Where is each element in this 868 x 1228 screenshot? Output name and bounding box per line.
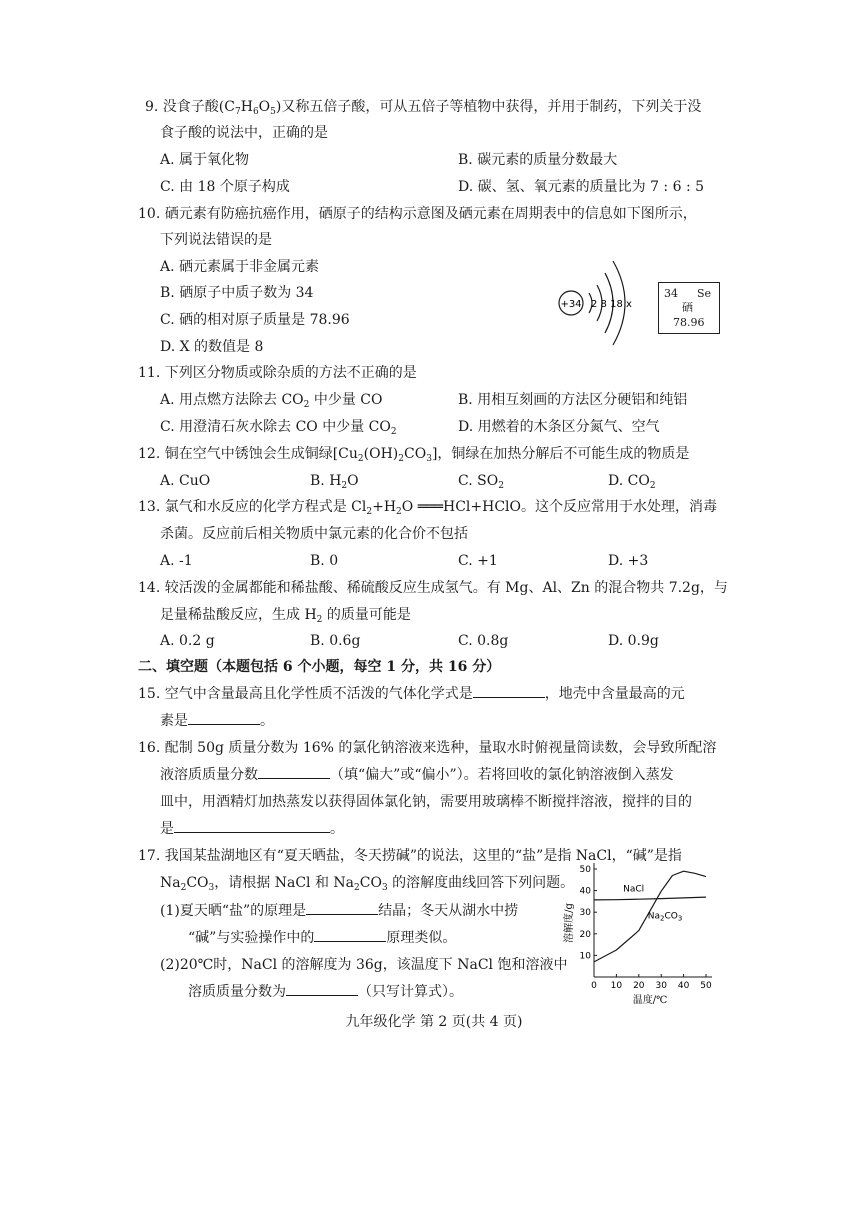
q17-line2: $Na_2CO_3$，请根据 NaCl 和 $Na_2CO_3$ 的溶解度曲线回答下列问题。	[160, 875, 575, 893]
q17-blank-2[interactable]	[314, 929, 386, 942]
q17-part2-line1: (2)20℃时，NaCl 的溶解度为 36g，该温度下 NaCl 饱和溶液中	[160, 957, 568, 973]
label-text: Na	[647, 911, 661, 922]
q9-option-a: A. 属于氧化物	[160, 152, 250, 168]
q17-line1: 17. 我国某盐湖地区有“夏天晒盐，冬天捞碱”的说法，这里的“盐”是指 NaCl，“碱”是指	[138, 848, 682, 864]
q9-option-d: D. 碳、氢、氧元素的质量比为 7 : 6 : 5	[458, 179, 705, 195]
q12-option-d: D. $CO_2$	[608, 473, 656, 491]
q16-blank-2[interactable]	[174, 820, 330, 833]
q15-blank-2[interactable]	[188, 712, 260, 725]
q16-blank-1[interactable]	[258, 766, 330, 779]
page-footer: 九年级化学 第 2 页(共 4 页)	[345, 1014, 523, 1030]
q17-part1-line1: (1)夏天晒“盐”的原理是 结晶；冬天从湖水中捞	[160, 903, 519, 919]
q12-option-b: B. $H_2O$	[310, 473, 359, 491]
selenium-atom-diagram	[555, 255, 645, 350]
y-tick-label: 50	[579, 865, 591, 875]
label-subscript: 3	[677, 914, 683, 923]
q17-blank-3[interactable]	[286, 983, 358, 996]
selenium-element-box	[658, 282, 720, 334]
q13-option-a: A. -1	[160, 553, 193, 569]
element-name: 硒	[682, 301, 693, 314]
q11-option-a: A. 用点燃方法除去 $CO_2$ 中少量 CO	[160, 392, 383, 410]
x-axis-title: 温度/℃	[632, 995, 668, 1006]
x-tick-label: 0	[591, 981, 597, 991]
label-text: CO	[664, 911, 678, 922]
q16-line2: 液溶质质量分数 （填“偏大”或“偏小”）。若将回收的氯化钠溶液倒入蒸发	[160, 767, 674, 783]
label-subscript: 2	[660, 914, 665, 923]
y-tick-label: 40	[579, 886, 591, 897]
q11-line1: 11. 下列区分物质或除杂质的方法不正确的是	[138, 365, 417, 381]
q13-line1: 13. 氯气和水反应的化学方程式是 $Cl_2+H_2O$ ═══HCl+HClO。这个反应常用于水处理，消毒	[138, 499, 717, 517]
q11-option-b: B. 用相互刻画的方法区分硬铝和纯铝	[458, 392, 688, 408]
q14-option-a: A. 0.2 g	[160, 633, 215, 649]
atomic-mass: 78.96	[673, 316, 705, 329]
x-tick-label: 40	[677, 981, 690, 991]
x-tick-label: 30	[655, 981, 667, 991]
q9-option-b: B. 碳元素的质量分数最大	[458, 152, 618, 168]
q17-part1-line2: “碱”与实验操作中的 原理类似。	[188, 930, 457, 946]
q17-part2-line2: 溶质质量分数为 （只写计算式）。	[188, 984, 463, 1000]
q12-option-a: A. CuO	[160, 473, 211, 489]
q14-line2: 足量稀盐酸反应，生成 $H_2$ 的质量可能是	[160, 607, 411, 625]
q9-line2: 食子酸的说法中，正确的是	[160, 125, 328, 141]
q15-blank-1[interactable]	[473, 685, 545, 698]
q16-line1: 16. 配制 50g 质量分数为 16% 的氯化钠溶液来选种，量取水时俯视量筒读数，会导致所配溶	[138, 740, 717, 756]
element-symbol: Se	[697, 287, 712, 300]
q13-option-b: B. 0	[310, 553, 339, 569]
q12-line1: 12. 铜在空气中锈蚀会生成铜绿$[Cu_2(OH)_2CO_3]$，铜绿在加热分解后不可能生成的物质是	[138, 446, 690, 464]
q13-option-d: D. +3	[608, 553, 649, 569]
q10-option-a: A. 硒元素属于非金属元素	[160, 259, 320, 275]
q11-option-c: C. 用澄清石灰水除去 CO 中少量 $CO_2$	[160, 419, 397, 437]
q10-option-b: B. 硒原子中质子数为 34	[160, 285, 314, 301]
q9-option-c: C. 由 18 个原子构成	[160, 179, 290, 195]
y-axis-title: 溶解度/g	[564, 903, 575, 943]
q12-option-c: C. $SO_2$	[458, 473, 504, 491]
q14-line1: 14. 较活泼的金属都能和稀盐酸、稀硫酸反应生成氢气。有 Mg、Al、Zn 的混合物共 7.2g，与	[138, 580, 728, 596]
x-tick-label: 10	[610, 981, 623, 991]
q17-blank-1[interactable]	[306, 902, 378, 915]
electron-counts: 2 8 18 x	[591, 299, 632, 310]
series-line-nacl	[594, 897, 706, 900]
series-label-nacl: NaCl	[623, 884, 645, 895]
q13-option-c: C. +1	[458, 553, 498, 569]
q16-line3: 皿中，用酒精灯加热蒸发以获得固体氯化钠，需要用玻璃棒不断搅拌溶液，搅拌的目的	[160, 794, 692, 810]
q10-option-c: C. 硒的相对原子质量是 78.96	[160, 312, 350, 328]
section-heading: 二、填空题（本题包括 6 个小题，每空 1 分，共 16 分）	[138, 659, 501, 675]
q14-option-b: B. 0.6g	[310, 633, 361, 649]
chart-labels	[562, 865, 712, 1006]
y-tick-label: 10	[579, 951, 591, 962]
q9-line1: 9. 没食子酸$(C_7H_6O_5)$又称五倍子酸，可从五倍子等植物中获得，并用于制药，下列关于没	[145, 99, 702, 117]
q15-line2: 素是 。	[160, 713, 274, 729]
q10-line1: 10. 硒元素有防癌抗癌作用，硒原子的结构示意图及硒元素在周期表中的信息如下图所示，	[138, 206, 697, 222]
y-tick-label: 30	[579, 908, 591, 919]
q11-option-d: D. 用燃着的木条区分氮气、空气	[458, 419, 660, 435]
q13-line2: 杀菌。反应前后相关物质中氯元素的化合价不包括	[160, 526, 468, 542]
q14-option-c: C. 0.8g	[458, 633, 509, 649]
q15-line1: 15. 空气中含量最高且化学性质不活泼的气体化学式是 ，地壳中含量最高的元	[138, 686, 685, 702]
x-tick-label: 50	[700, 981, 712, 991]
y-tick-label: 20	[579, 929, 591, 940]
nucleus-charge: +34	[560, 299, 582, 310]
q10-option-d: D. X 的数值是 8	[160, 339, 264, 355]
solubility-chart	[562, 862, 722, 1010]
series-label-na2co3	[648, 912, 683, 923]
q10-line2: 下列说法错误的是	[160, 232, 272, 248]
x-tick-label: 20	[633, 981, 645, 991]
atomic-number: 34	[664, 287, 678, 300]
q16-line4: 是 。	[160, 821, 344, 837]
q14-option-d: D. 0.9g	[608, 633, 659, 649]
